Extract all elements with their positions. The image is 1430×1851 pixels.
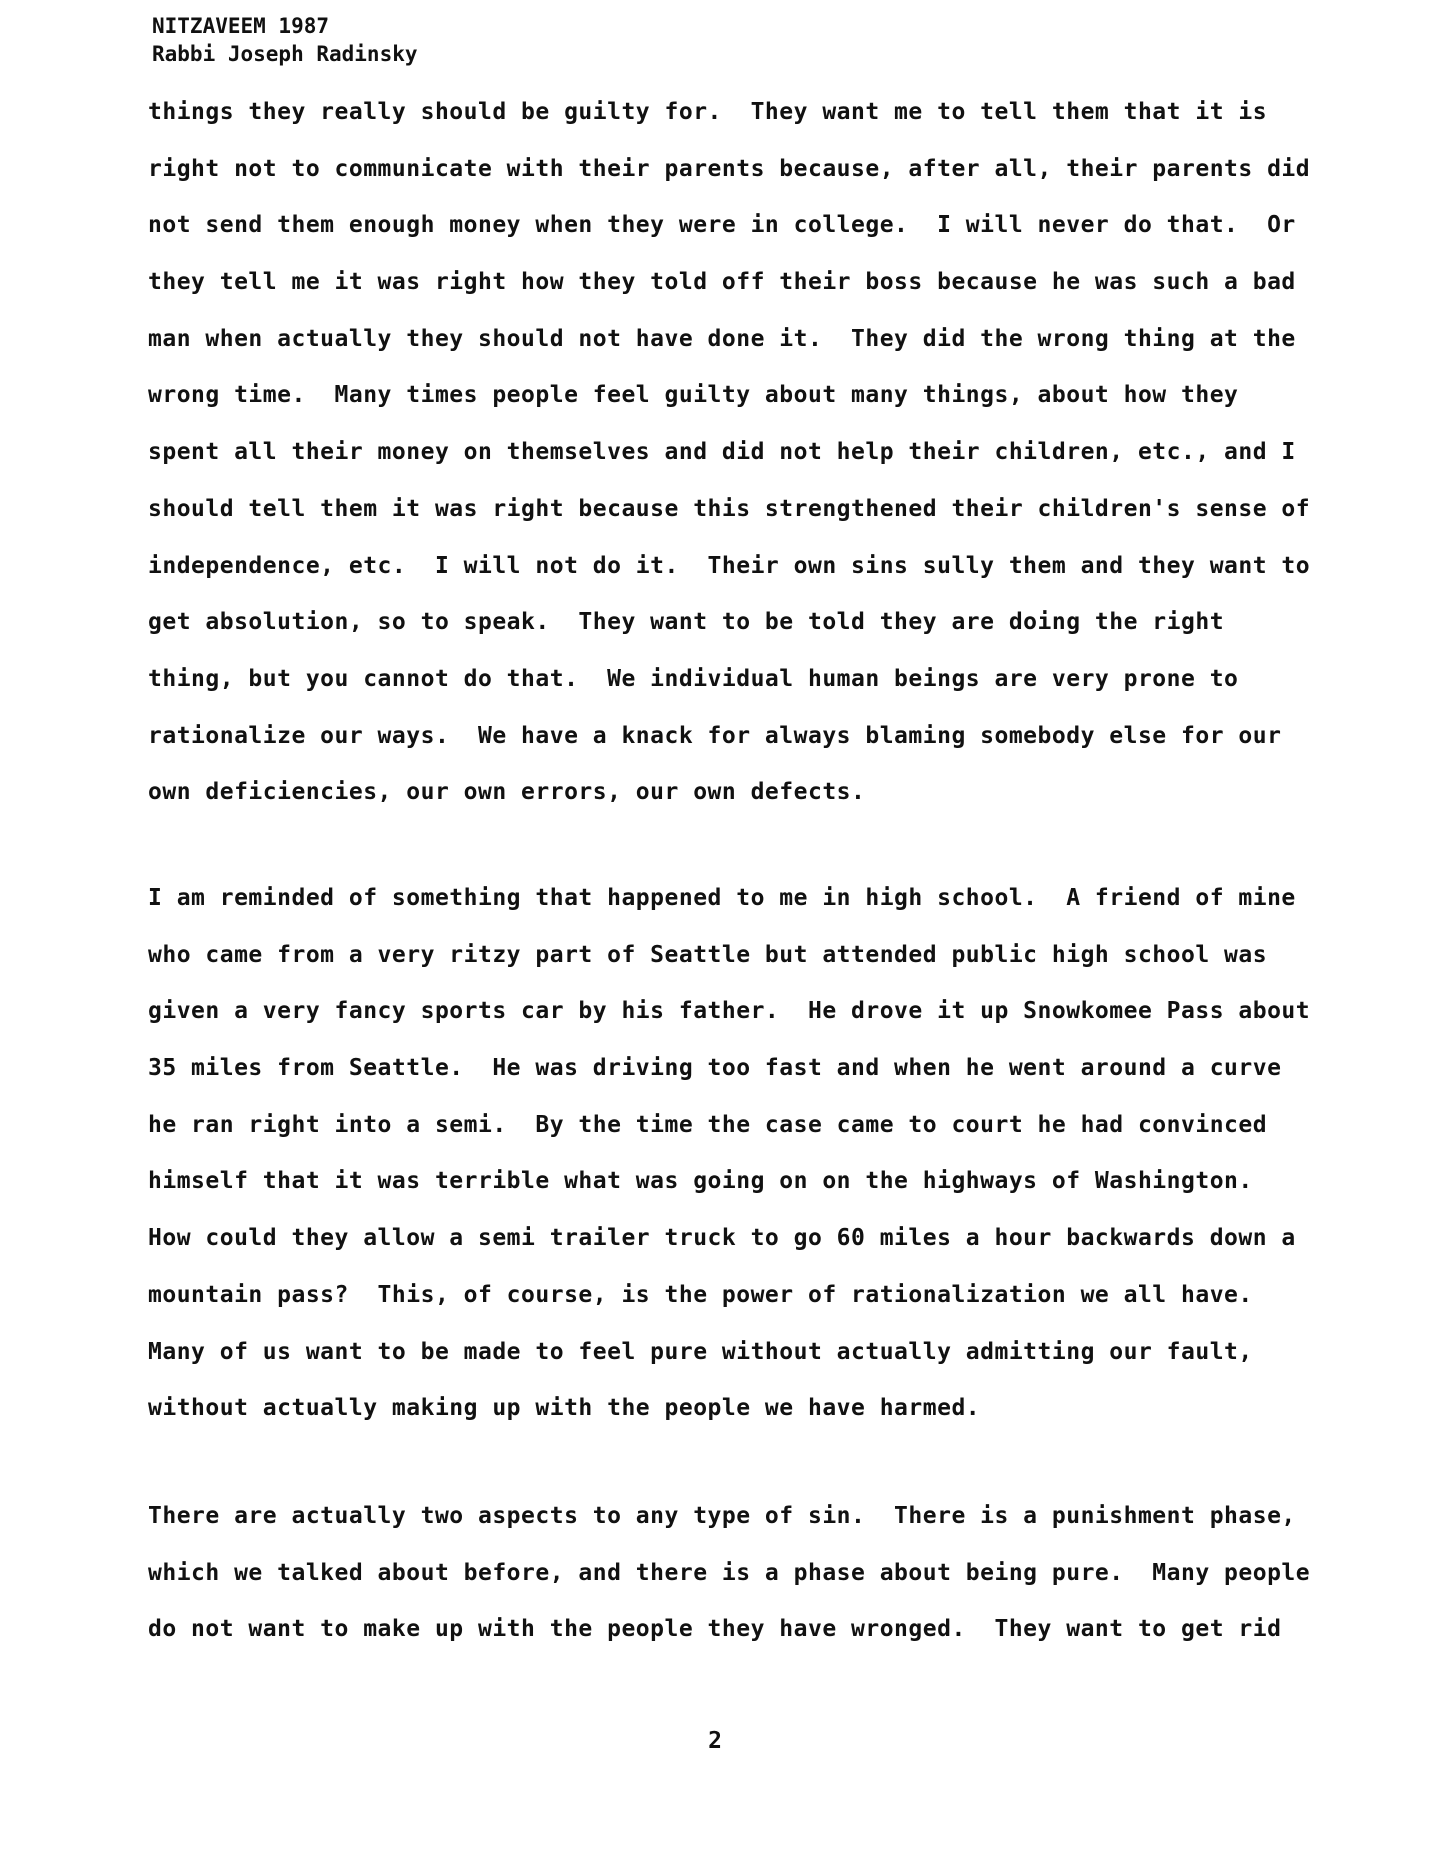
document-title: NITZAVEEM 1987 bbox=[152, 14, 330, 38]
text-line: mountain pass? This, of course, is the power of rationalization we all have. bbox=[148, 1281, 1253, 1308]
text-line: he ran right into a semi. By the time the case came to court he had convinced bbox=[148, 1111, 1268, 1138]
text-line: things they really should be guilty for. They want me to tell them that it is bbox=[148, 99, 1268, 125]
text-line: spent all their money on themselves and did not help their children, etc., and I bbox=[148, 439, 1296, 466]
text-line: How could they allow a semi trailer truck to go 60 miles a hour backwards down a bbox=[148, 1225, 1296, 1252]
paragraph bbox=[148, 84, 1311, 821]
text-line: which we talked about before, and there is a phase about being pure. Many people bbox=[148, 1559, 1311, 1586]
text-line: do not want to make up with the people they have wronged. They want to get rid bbox=[148, 1616, 1282, 1643]
text-line: they tell me it was right how they told off their boss because he was such a bad bbox=[148, 269, 1296, 296]
text-line: wrong time. Many times people feel guilty about many things, about how they bbox=[148, 382, 1239, 409]
document-author: Rabbi Joseph Radinsky bbox=[152, 42, 418, 66]
text-line: should tell them it was right because this strengthened their children's sense of bbox=[148, 495, 1311, 522]
text-line: who came from a very ritzy part of Seattle but attended public high school was bbox=[148, 941, 1268, 968]
document-header bbox=[152, 12, 418, 68]
page-number: 2 bbox=[708, 1728, 722, 1754]
text-line: rationalize our ways. We have a knack for always blaming somebody else for our bbox=[148, 722, 1282, 749]
paragraph bbox=[148, 1488, 1311, 1658]
text-line: given a very fancy sports car by his father. He drove it up Snowkomee Pass about bbox=[148, 998, 1311, 1025]
text-line: get absolution, so to speak. They want to be told they are doing the right bbox=[148, 609, 1225, 636]
paragraph bbox=[148, 870, 1311, 1437]
text-line: not send them enough money when they were in college. I will never do that. Or bbox=[148, 212, 1296, 239]
text-line: Many of us want to be made to feel pure without actually admitting our fault, bbox=[148, 1338, 1253, 1365]
text-line: himself that it was terrible what was going on on the highways of Washington. bbox=[148, 1168, 1253, 1195]
text-line: 35 miles from Seattle. He was driving too fast and when he went around a curve bbox=[148, 1055, 1282, 1082]
text-line: without actually making up with the people we have harmed. bbox=[148, 1395, 981, 1422]
text-line: right not to communicate with their parents because, after all, their parents did bbox=[148, 155, 1311, 182]
text-line: man when actually they should not have done it. They did the wrong thing at the bbox=[148, 325, 1296, 352]
text-line: own deficiencies, our own errors, our own defects. bbox=[148, 779, 866, 806]
text-line: thing, but you cannot do that. We individual human beings are very prone to bbox=[148, 665, 1239, 692]
text-line: There are actually two aspects to any type of sin. There is a punishment phase, bbox=[148, 1503, 1296, 1529]
text-line: I am reminded of something that happened to me in high school. A friend of mine bbox=[148, 885, 1296, 911]
text-line: independence, etc. I will not do it. Their own sins sully them and they want to bbox=[148, 552, 1311, 579]
